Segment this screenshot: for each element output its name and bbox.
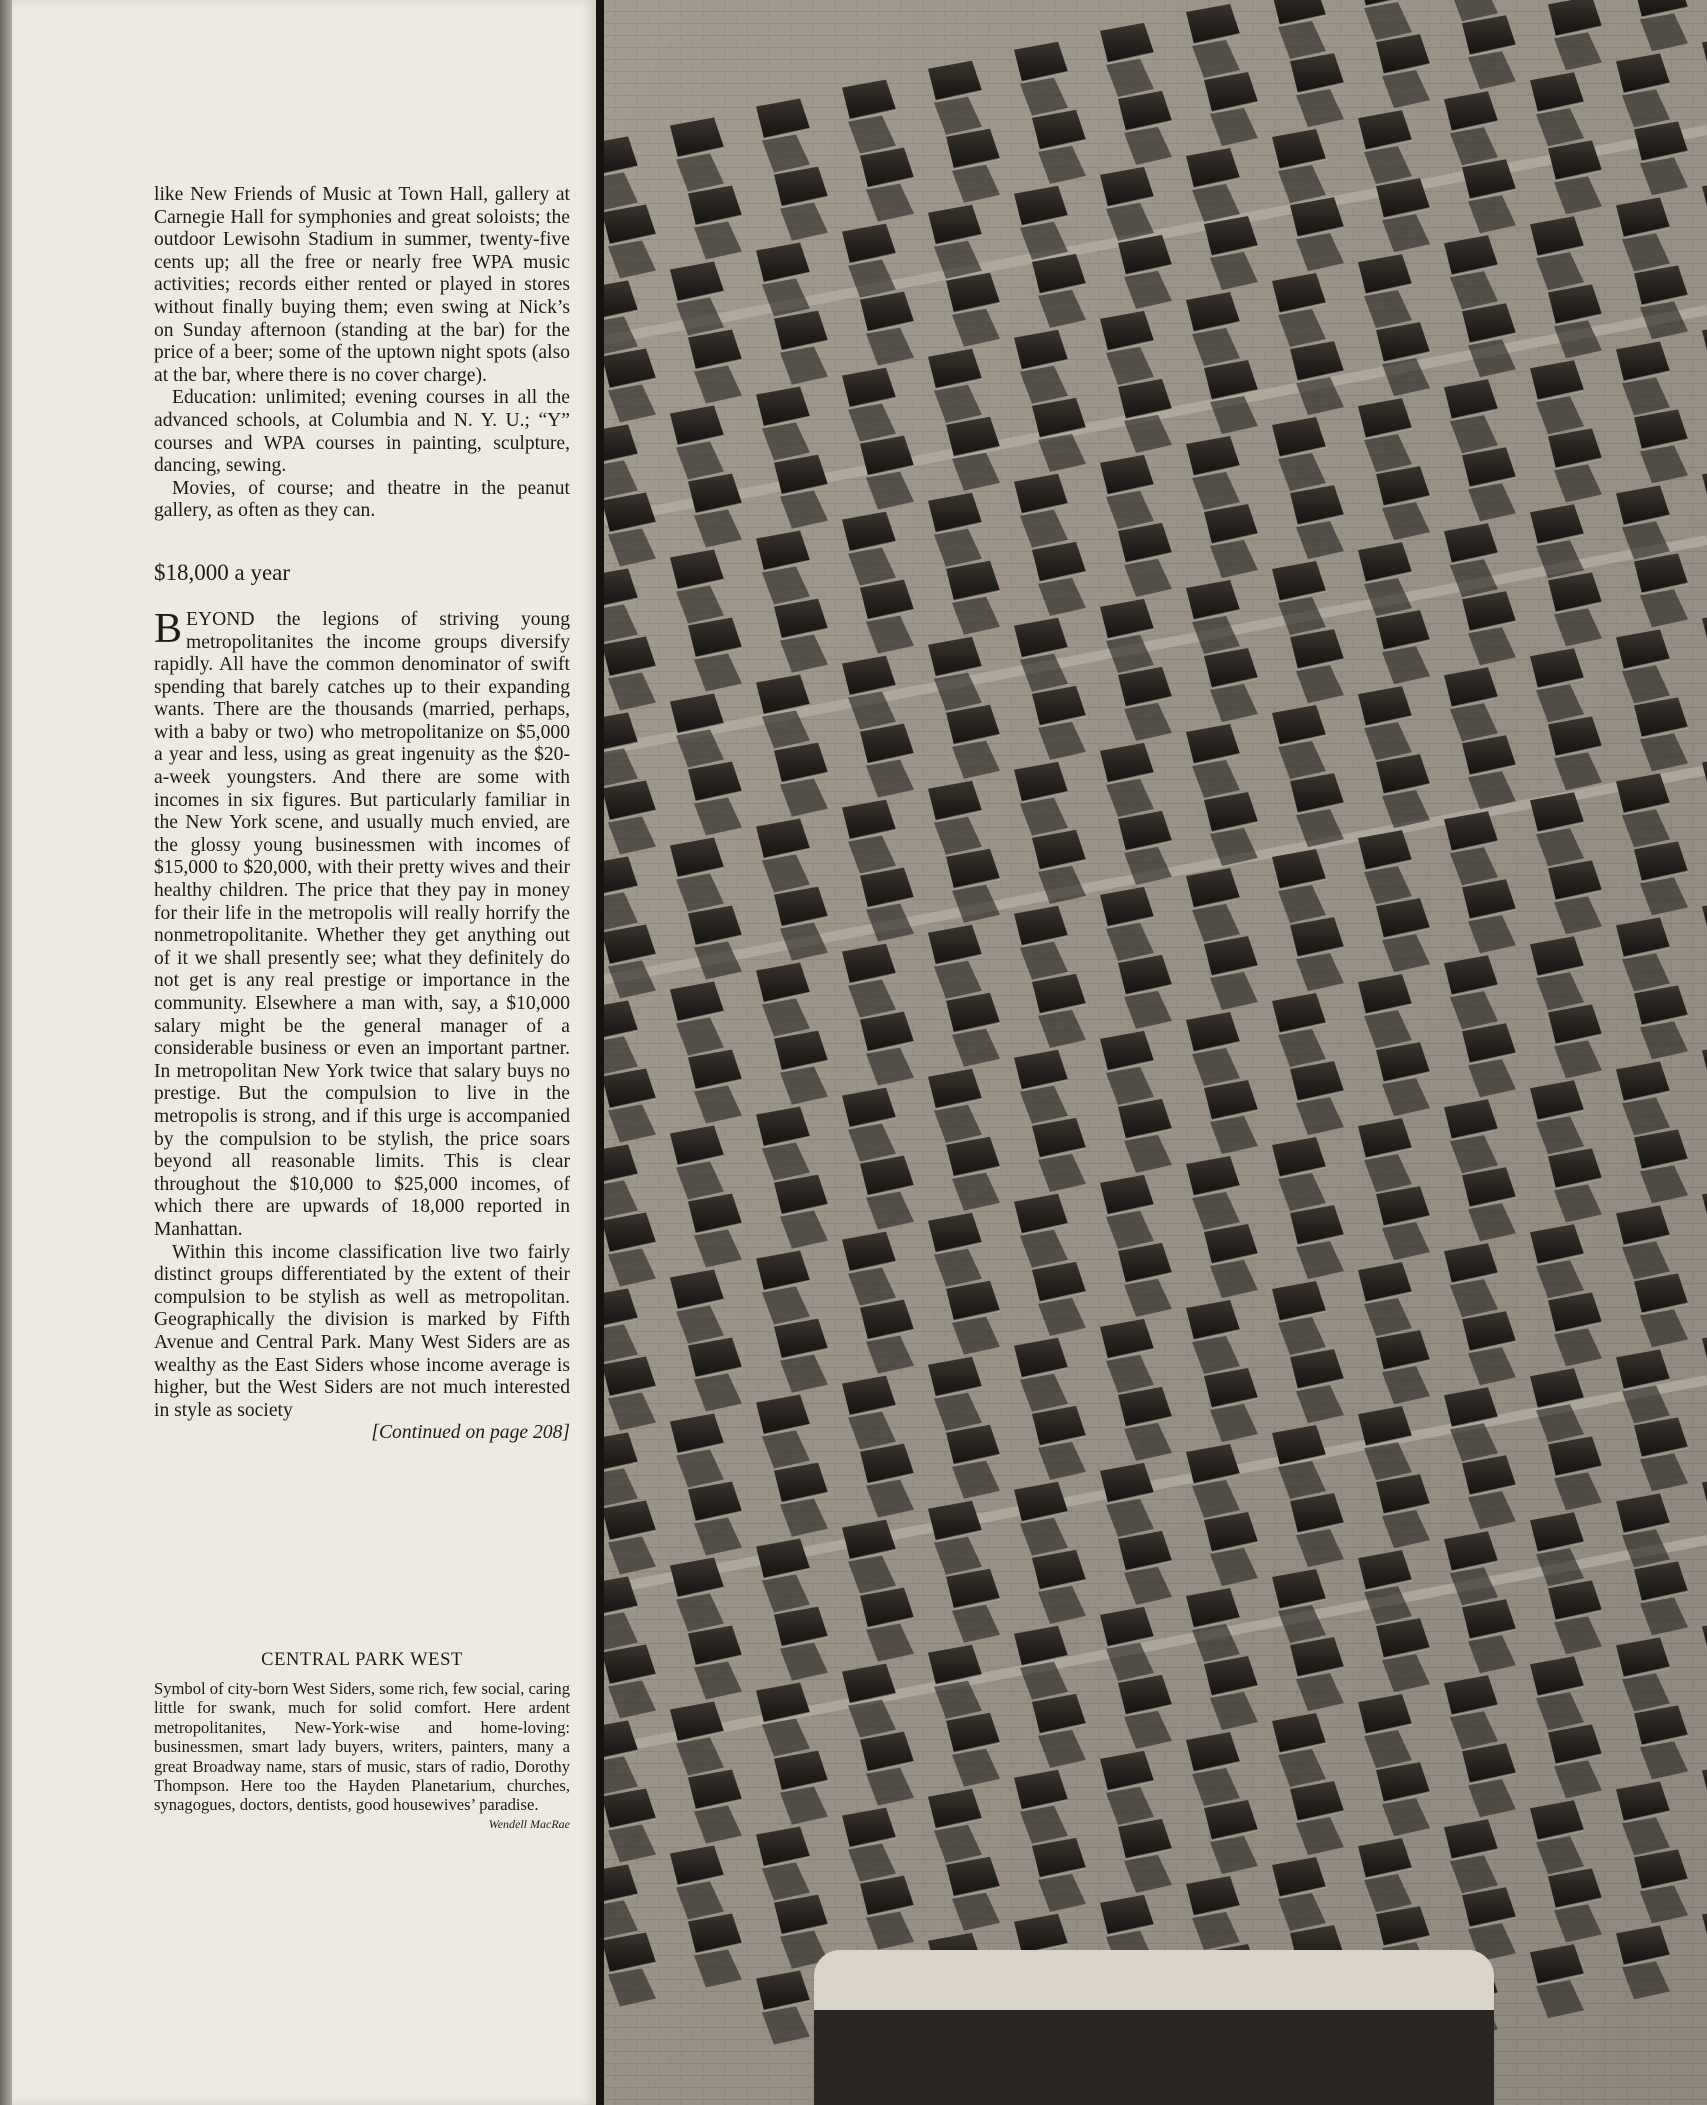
article-paragraph: Movies, of course; and theatre in the peanut gallery, as often as they can. [154, 477, 570, 522]
article-paragraph: Within this income classification live two fairly distinct groups differentiated by the extent of their compulsion to be stylish as well as metropolitan. Geographically the division is marked by Fifth Avenue and Central Park. Many West Siders are as wealthy as the East Siders whose income average is higher, but the West Siders are not much interested in style as society [154, 1241, 570, 1421]
section-heading: $18,000 a year [154, 559, 291, 585]
building-photo [604, 0, 1707, 2105]
article-paragraph-text: EYOND the legions of striving young metropolitanites the income groups diversify rapidly. All have the common denominator of swift spending that barely catches up to their expanding wants. There are the thousands (married, perhaps, with a baby or two) who metropolitanize on $5,000 a year and less, using as great ingenuity as the $20-a-week youngsters. And there are some with incomes in six figures. But particularly familiar in the New York scene, and usually much envied, are the glossy young businessmen with incomes of $15,000 to $20,000, with their pretty wives and their healthy children. The price that they pay in money for their life in the metropolis will really horrify the nonmetropolitanite. Whether they get anything out of it we shall presently see; what they definitely do not get is any real prestige or importance in the community. Elsewhere a man with, say, a $10,000 salary might be the general manager of a considerable business or even an important partner. In metropolitan New York twice that salary buys no prestige. But the compulsion to live in the metropolis is strong, and if this urge is accompanied by the compulsion to be stylish, the price soars beyond all reasonable limits. This is clear throughout the $10,000 to $25,000 incomes, of which there are upwards of 18,000 reported in Manhattan. [154, 608, 570, 1240]
photo-caption [154, 1650, 570, 1832]
caption-title: CENTRAL PARK WEST [261, 1650, 463, 1670]
article-paragraph: Education: unlimited; evening courses in all the advanced schools, at Columbia and N. Y. U.; “Y” courses and WPA courses in painting, sculpture, dancing, sewing. [154, 387, 570, 477]
caption-text: Symbol of city-born West Siders, some rich, few social, caring little for swank, much for solid comfort. Here ardent metropolitanites, New-York-wise and home-loving: businessmen, smart lady buyers, writers, painters, many a great Broadway name, stars of music, stars of radio, Dorothy Thompson. Here too the Hayden Planetarium, churches, synagogues, doctors, dentists, good housewives’ paradise. [154, 1679, 570, 1815]
drop-cap: B [154, 605, 183, 652]
article-paragraph: like New Friends of Music at Town Hall, gallery at Carnegie Hall for symphonies and great soloists; the outdoor Lewisohn Stadium in summer, twenty-five cents up; all the free or nearly free WPA music activities; records either rented or played in stores without finally buying them; even swing at Nick’s on Sunday afternoon (standing at the bar) for the price of a beer; some of the uptown night spots (also at the bar, where there is no cover charge). [154, 184, 570, 386]
article-column [154, 184, 570, 1445]
article-paragraph [154, 605, 570, 1242]
page-gutter [596, 0, 604, 2105]
photo-credit: Wendell MacRae [488, 1816, 570, 1831]
facade-image [604, 0, 1707, 2105]
bus-body [814, 2010, 1494, 2105]
continued-note: [Continued on page 208] [371, 1422, 570, 1444]
